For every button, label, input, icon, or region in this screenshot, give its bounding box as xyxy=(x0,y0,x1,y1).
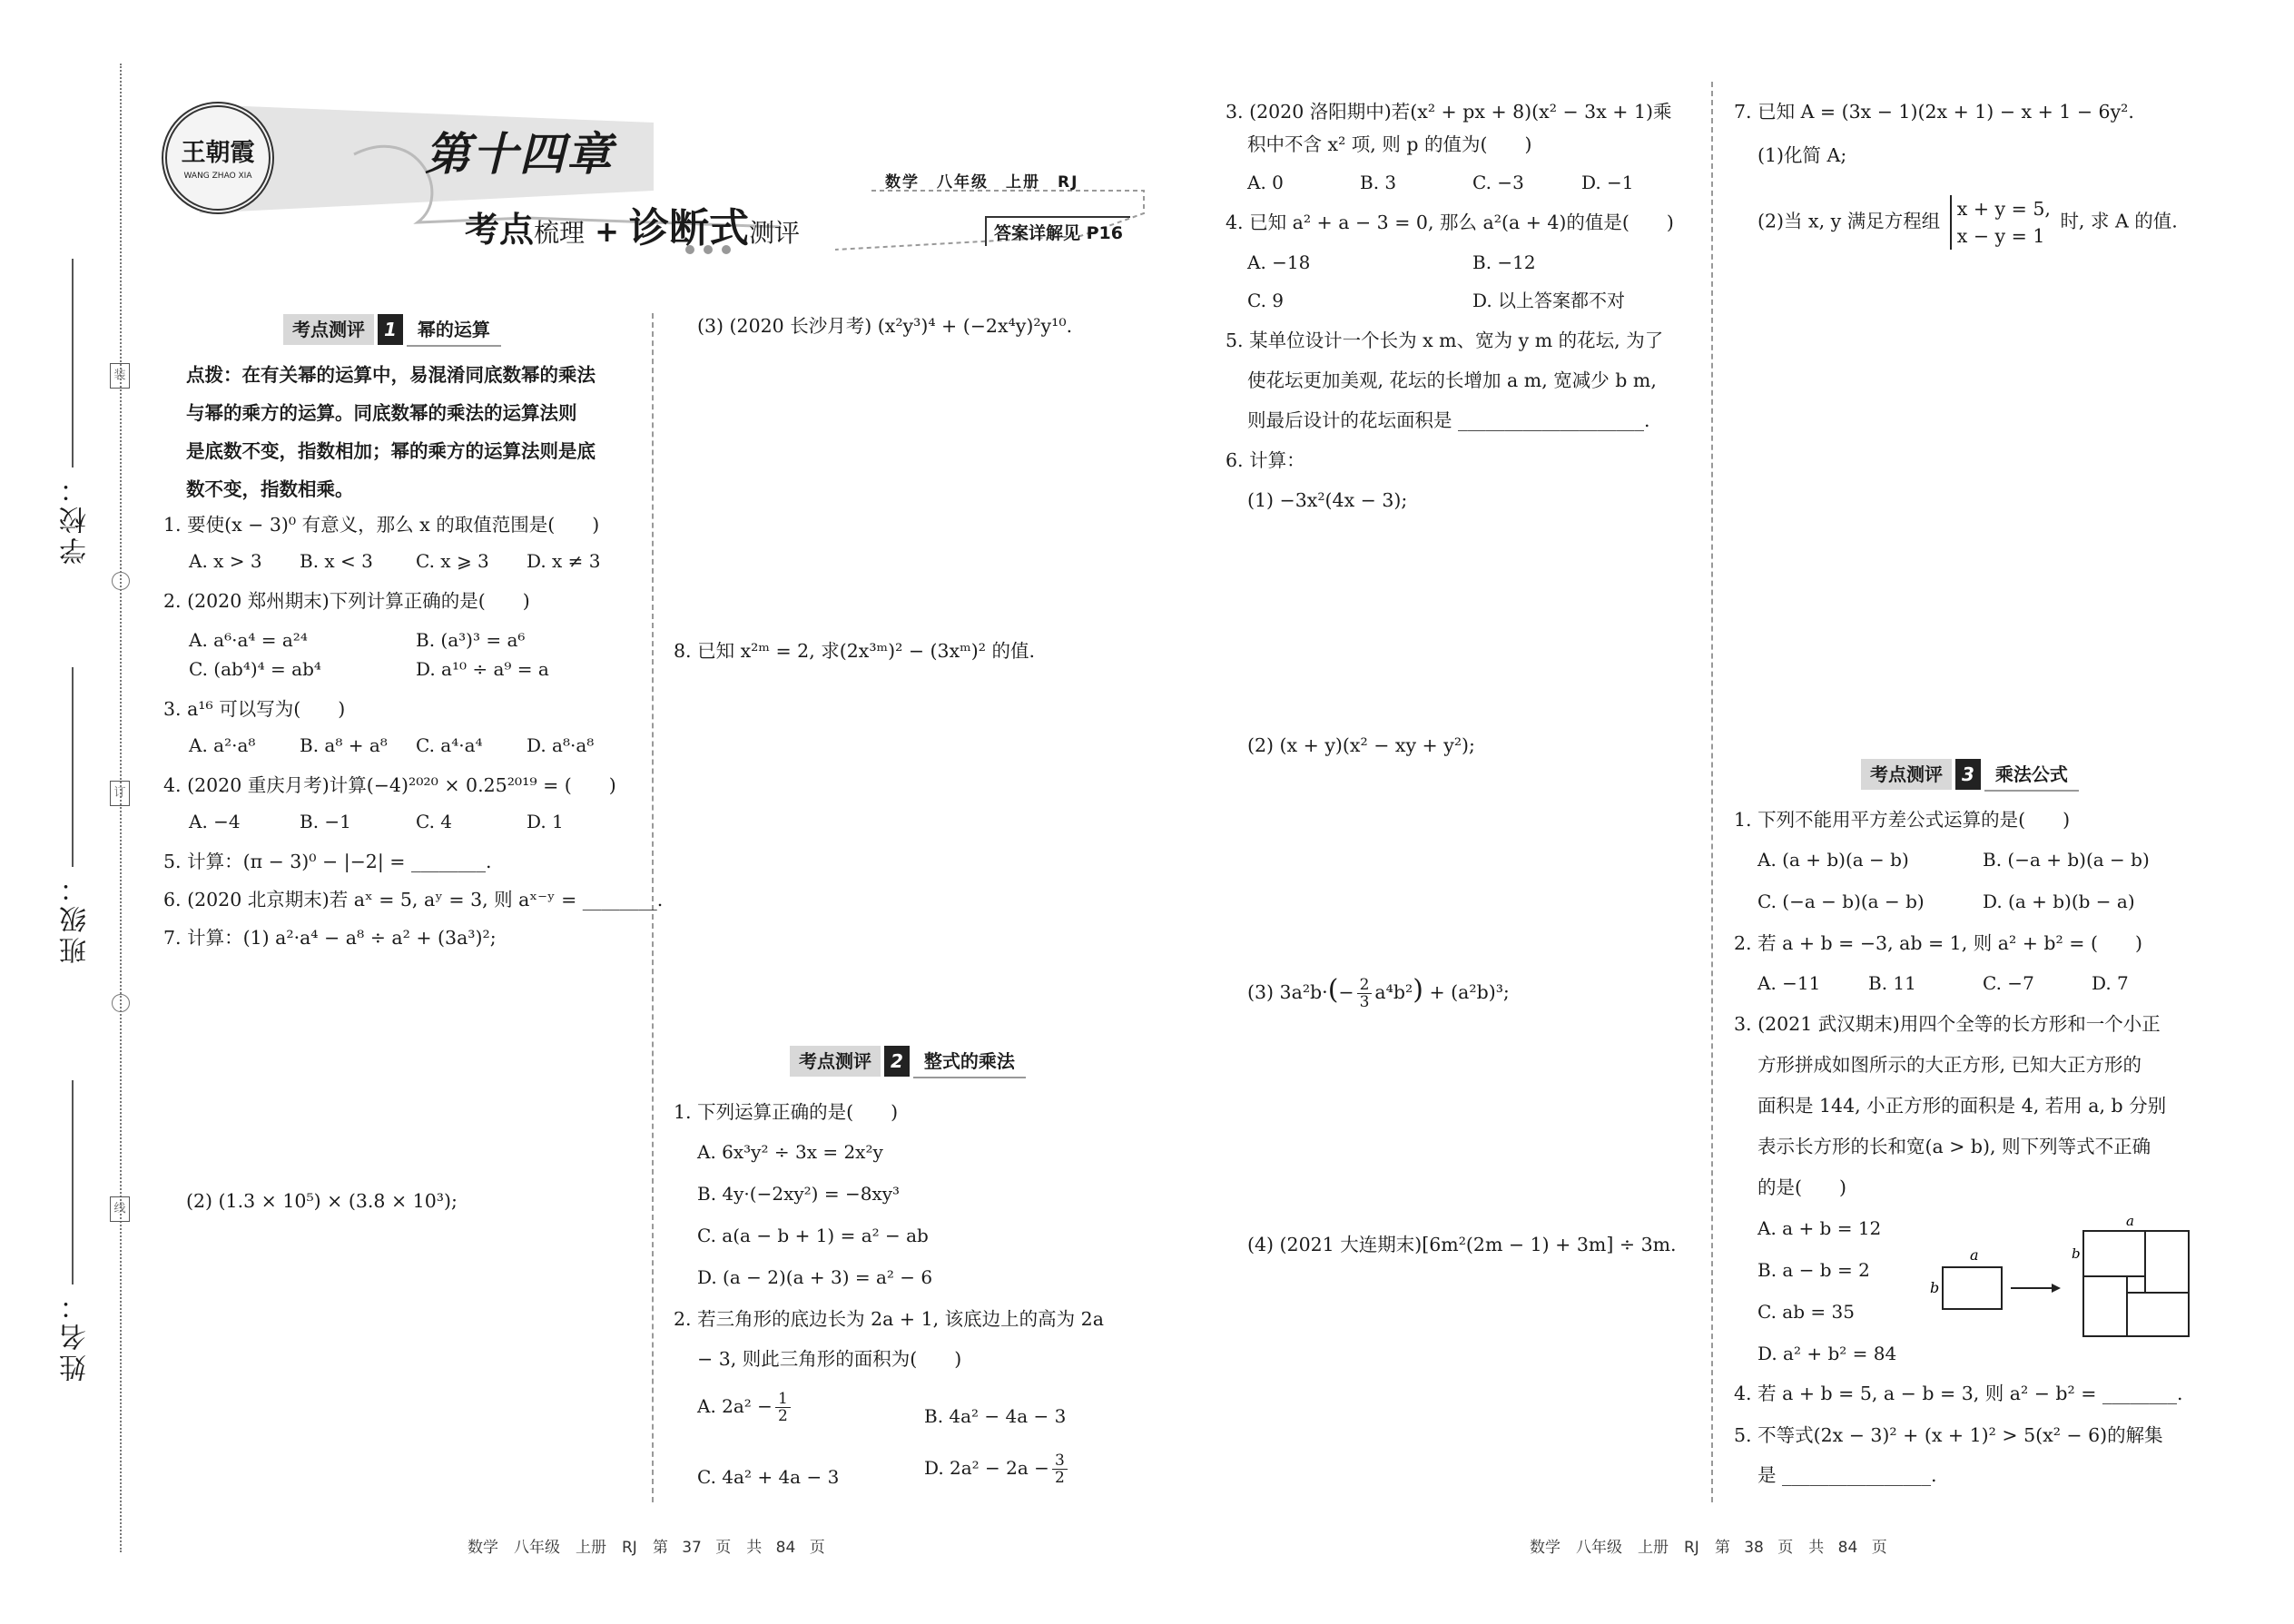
s3-q3-line: 面积是 144, 小正方形的面积是 4, 若用 a, b 分别 xyxy=(1757,1095,2167,1117)
section-2-title: 整式的乘法 xyxy=(913,1046,1026,1078)
s2-q4-option-a: A. −18 xyxy=(1247,251,1311,273)
s3-question-2: 2. 若 a + b = −3, ab = 1, 则 a² + b² = ( ) xyxy=(1734,932,2142,954)
s1-q2-option-d: D. a¹⁰ ÷ a⁹ = a xyxy=(416,658,549,680)
denominator: 2 xyxy=(777,1407,788,1425)
s2-question-3-line-1: 3. (2020 洛阳期中)若(x² + px + 8)(x² − 3x + 1)乘 xyxy=(1226,101,1672,123)
fraction xyxy=(1052,1452,1068,1486)
s1-question-2: 2. (2020 郑州期末)下列计算正确的是( ) xyxy=(163,590,530,612)
tip-line: 点拨：在有关幂的运算中，易混淆同底数幂的乘法 xyxy=(186,364,596,386)
s1-q4-option-c: C. 4 xyxy=(416,811,453,832)
s3-q1-option-c: C. (−a − b)(a − b) xyxy=(1757,891,1925,912)
s3-q3-option-b: B. a − b = 2 xyxy=(1757,1259,1870,1281)
s1-question-7: 7. 计算：(1) a²·a⁴ − a⁸ ÷ a² + (3a³)²; xyxy=(163,927,497,949)
section-3-header xyxy=(1861,759,2079,790)
s2-q2-option-a xyxy=(697,1391,793,1424)
section-1-number: 1 xyxy=(378,314,403,345)
section-1-header xyxy=(283,314,501,345)
label-b-big: b xyxy=(2072,1245,2081,1262)
paren-open: ( xyxy=(1327,974,1339,1006)
s2-question-2-line-2: − 3, 则此三角形的面积为( ) xyxy=(697,1348,962,1370)
s2-question-1: 1. 下列运算正确的是( ) xyxy=(674,1101,899,1123)
binding-box-1: 装 xyxy=(110,363,130,389)
s2-q2-option-c: C. 4a² + 4a − 3 xyxy=(697,1466,840,1488)
section-3-title: 乘法公式 xyxy=(1984,759,2079,792)
equation-2: x − y = 1 xyxy=(1956,225,2045,247)
s1-question-7-part-3: (3) (2020 长沙月考) (x²y³)⁴ + (−2x⁴y)²y¹⁰. xyxy=(697,315,1073,337)
answer-reference: 答案详解见 P16 xyxy=(985,216,1130,246)
s2-q2-option-d-text: D. 2a² − 2a − xyxy=(924,1457,1049,1479)
s3-question-4: 4. 若 a + b = 5, a − b = 3, 则 a² − b² = ________. xyxy=(1734,1383,2183,1404)
equation-1: x + y = 5, xyxy=(1956,198,2051,220)
subtitle-b: 梳理 xyxy=(534,218,586,248)
s2-q6-3-term: a⁴b² xyxy=(1374,981,1413,1003)
fraction xyxy=(1357,977,1373,1010)
footer-left: 数学 八年级 上册 RJ 第 37 页 共 84 页 xyxy=(468,1539,825,1557)
binding-hole-1 xyxy=(112,572,130,590)
s2-question-5-line-1: 5. 某单位设计一个长为 x m、宽为 y m 的花坛, 为了 xyxy=(1226,330,1664,351)
s2-question-5-line-2: 使花坛更加美观, 花坛的长增加 a m, 宽减少 b m, xyxy=(1247,369,1657,391)
s2-q1-option-c: C. a(a − b + 1) = a² − ab xyxy=(697,1225,929,1246)
s2-question-6-part-1: (1) −3x²(4x − 3); xyxy=(1247,489,1408,511)
s1-q1-option-b: B. x < 3 xyxy=(300,550,373,572)
section-2-number: 2 xyxy=(884,1046,910,1077)
section-1-title: 幂的运算 xyxy=(407,314,501,347)
s2-q4-option-d: D. 以上答案都不对 xyxy=(1472,290,1626,311)
paren-close: ) xyxy=(1413,974,1423,1006)
s1-q1-option-c: C. x ⩾ 3 xyxy=(416,550,489,572)
squares-figure xyxy=(1925,1213,2215,1349)
fraction xyxy=(775,1391,791,1424)
s2-question-3-line-2: 积中不含 x² 项, 则 p 的值为( ) xyxy=(1247,133,1532,155)
s3-q2-option-a: A. −11 xyxy=(1757,972,1821,994)
section-3-tag: 考点测评 xyxy=(1861,759,1952,790)
s1-question-3: 3. a¹⁶ 可以写为( ) xyxy=(163,698,346,720)
subtitle-a: 考点 xyxy=(465,210,535,250)
binding-box-2: 订 xyxy=(110,781,130,806)
s1-q3-option-c: C. a⁴·a⁴ xyxy=(416,734,483,756)
s2-q2-option-a-text: A. 2a² − xyxy=(697,1395,773,1417)
s2-question-2-line-1: 2. 若三角形的底边长为 2a + 1, 该底边上的高为 2a xyxy=(674,1308,1104,1330)
school-blank xyxy=(72,259,74,468)
s2-question-5-line-3: 则最后设计的花坛面积是 ____________________. xyxy=(1247,409,1650,431)
s2-question-6: 6. 计算： xyxy=(1226,449,1305,471)
tip-line: 与幂的乘方的运算。同底数幂的乘法的运算法则 xyxy=(186,402,577,424)
section-2-header xyxy=(790,1046,1026,1077)
label-b: b xyxy=(1930,1279,1940,1296)
column-divider-2 xyxy=(1711,82,1713,1502)
s1-q2-option-c: C. (ab⁴)⁴ = ab⁴ xyxy=(189,658,321,680)
label-a-big: a xyxy=(2126,1213,2134,1229)
s1-q1-option-d: D. x ≠ 3 xyxy=(527,550,601,572)
denominator: 2 xyxy=(1054,1469,1065,1487)
logo-text: 王朝霞 xyxy=(181,139,255,167)
header-subtitle xyxy=(465,195,800,253)
class-label: 班级： xyxy=(60,871,92,964)
footer-right: 数学 八年级 上册 RJ 第 38 页 共 84 页 xyxy=(1530,1539,1887,1557)
s1-q2-option-b: B. (a³)³ = a⁶ xyxy=(416,629,526,651)
equation-system xyxy=(1950,195,2051,250)
s2-q6-3-text-b: + (a²b)³; xyxy=(1429,981,1510,1003)
s3-question-3 xyxy=(1734,1004,2166,1208)
s3-q3-option-d: D. a² + b² = 84 xyxy=(1757,1343,1897,1364)
s1-question-4: 4. (2020 重庆月考)计算(−4)²⁰²⁰ × 0.25²⁰¹⁹ = ( ) xyxy=(163,774,616,796)
s2-q6-3-text-a: (3) 3a²b· xyxy=(1247,981,1328,1003)
s3-question-1: 1. 下列不能用平方差公式运算的是( ) xyxy=(1734,809,2071,831)
s1-question-8: 8. 已知 x²ᵐ = 2, 求(2x³ᵐ)² − (3xᵐ)² 的值. xyxy=(674,640,1035,662)
section-1-tag: 考点测评 xyxy=(283,314,374,345)
section-1-tip xyxy=(186,356,596,508)
logo-subtext: WANG ZHAO XIA xyxy=(183,172,252,181)
s2-question-6-part-2: (2) (x + y)(x² − xy + y²); xyxy=(1247,734,1475,756)
s2-q7-2-text-a: (2)当 x, y 满足方程组 xyxy=(1757,210,1941,232)
numerator: 3 xyxy=(1052,1452,1068,1470)
s3-q2-option-d: D. 7 xyxy=(2092,972,2129,994)
big-square xyxy=(2083,1231,2189,1336)
s3-q3-option-a: A. a + b = 12 xyxy=(1757,1217,1882,1239)
s3-q3-line: 表示长方形的长和宽(a > b), 则下列等式不正确 xyxy=(1757,1136,2151,1157)
s2-q1-option-a: A. 6x³y² ÷ 3x = 2x²y xyxy=(697,1141,883,1163)
binding-box-3: 线 xyxy=(110,1196,130,1222)
s3-question-5-line-1: 5. 不等式(2x − 3)² + (x + 1)² > 5(x² − 6)的解集 xyxy=(1734,1424,2163,1446)
subtitle-plus: + xyxy=(595,214,619,249)
name-label: 姓名： xyxy=(60,1289,92,1382)
s3-q1-option-d: D. (a + b)(b − a) xyxy=(1983,891,2135,912)
chapter-title: 第十四章 xyxy=(425,127,614,181)
section-3-number: 3 xyxy=(1955,759,1981,790)
s2-q2-option-b: B. 4a² − 4a − 3 xyxy=(924,1405,1067,1427)
binding-hole-2 xyxy=(112,994,130,1012)
s2-q7-2-text-b: 时, 求 A 的值. xyxy=(2060,210,2178,232)
s3-q1-option-b: B. (−a + b)(a − b) xyxy=(1983,849,2150,871)
subtitle-c: 诊断式 xyxy=(629,205,750,251)
small-rectangle xyxy=(1943,1267,2002,1309)
s3-question-5-line-2: 是 ________________. xyxy=(1757,1464,1937,1486)
s2-q4-option-c: C. 9 xyxy=(1247,290,1285,311)
subtitle-d: 测评 xyxy=(749,218,801,248)
s3-q2-option-b: B. 11 xyxy=(1868,972,1916,994)
s2-question-7-part-1: (1)化简 A; xyxy=(1757,144,1847,166)
s2-q3-option-d: D. −1 xyxy=(1581,172,1634,193)
s1-question-5: 5. 计算：(π − 3)⁰ − |−2| = ________. xyxy=(163,851,492,872)
s1-q3-option-a: A. a²·a⁸ xyxy=(189,734,256,756)
binding-dotted-line xyxy=(120,64,122,1552)
tip-line: 是底数不变，指数相加；幂的乘方的运算法则是底 xyxy=(186,440,596,462)
s2-question-4: 4. 已知 a² + a − 3 = 0, 那么 a²(a + 4)的值是( ) xyxy=(1226,212,1674,233)
s2-q3-option-c: C. −3 xyxy=(1472,172,1524,193)
header-meta: 数学 八年级 上册 RJ xyxy=(885,173,1079,192)
s2-q1-option-b: B. 4y·(−2xy²) = −8xy³ xyxy=(697,1183,901,1205)
name-blank xyxy=(72,1080,74,1284)
s2-q6-3-minus: − xyxy=(1338,981,1354,1003)
s3-q3-line: 方形拼成如图所示的大正方形, 已知大正方形的 xyxy=(1757,1054,2142,1076)
denominator: 3 xyxy=(1359,993,1370,1011)
s2-q4-option-b: B. −12 xyxy=(1472,251,1536,273)
s1-question-6: 6. (2020 北京期末)若 aˣ = 5, aʸ = 3, 则 aˣ⁻ʸ = ________. xyxy=(163,889,664,910)
s2-question-7-part-2 xyxy=(1757,195,2178,250)
brand-logo xyxy=(162,102,274,214)
s2-q3-option-a: A. 0 xyxy=(1247,172,1284,193)
s1-q4-option-b: B. −1 xyxy=(300,811,351,832)
class-blank xyxy=(72,667,74,867)
s3-q2-option-c: C. −7 xyxy=(1983,972,2034,994)
s3-q3-line: 的是( ) xyxy=(1757,1176,1846,1198)
s1-q1-option-a: A. x > 3 xyxy=(189,550,262,572)
s1-q4-option-d: D. 1 xyxy=(527,811,564,832)
s3-q3-line: 3. (2021 武汉期末)用四个全等的长方形和一个小正 xyxy=(1734,1013,2161,1035)
numerator: 1 xyxy=(775,1391,791,1408)
label-a: a xyxy=(1970,1246,1979,1264)
s1-question-7-part-2: (2) (1.3 × 10⁵) × (3.8 × 10³); xyxy=(186,1190,458,1212)
s1-question-1: 1. 要使(x − 3)⁰ 有意义，那么 x 的取值范围是( ) xyxy=(163,514,600,536)
s2-q2-option-d xyxy=(924,1452,1070,1486)
tip-line: 数不变，指数相乘。 xyxy=(186,478,354,500)
arrow-head xyxy=(2052,1284,2061,1293)
numerator: 2 xyxy=(1357,977,1373,994)
s2-q1-option-d: D. (a − 2)(a + 3) = a² − 6 xyxy=(697,1266,933,1288)
s1-q3-option-d: D. a⁸·a⁸ xyxy=(527,734,595,756)
s2-q3-option-b: B. 3 xyxy=(1360,172,1397,193)
section-2-tag: 考点测评 xyxy=(790,1046,881,1077)
s2-question-6-part-3 xyxy=(1247,971,1510,1011)
s2-question-7: 7. 已知 A = (3x − 1)(2x + 1) − x + 1 − 6y². xyxy=(1734,101,2134,123)
s3-q1-option-a: A. (a + b)(a − b) xyxy=(1757,849,1909,871)
s1-q2-option-a: A. a⁶·a⁴ = a²⁴ xyxy=(189,629,308,651)
s1-q4-option-a: A. −4 xyxy=(189,811,241,832)
s3-q3-option-c: C. ab = 35 xyxy=(1757,1301,1855,1323)
s1-q3-option-b: B. a⁸ + a⁸ xyxy=(300,734,388,756)
school-label: 学校： xyxy=(60,472,92,565)
s2-question-6-part-4: (4) (2021 大连期末)[6m²(2m − 1) + 3m] ÷ 3m. xyxy=(1247,1234,1677,1255)
